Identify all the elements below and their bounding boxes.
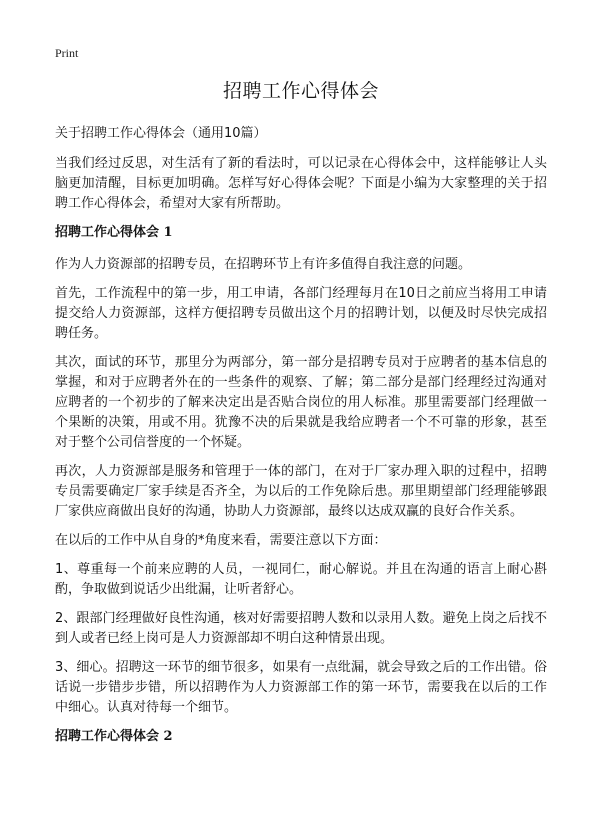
intro-paragraph: 当我们经过反思，对生活有了新的看法时，可以记录在心得体会中，这样能够让人头脑更加清醒，目标更加明确。怎样写好心得体会呢？下面是小编为大家整理的关于招聘工作心得体会，希望对大家有所帮助。 <box>55 156 547 211</box>
paragraph: 作为人力资源部的招聘专员，在招聘环节上有许多值得自我注意的问题。 <box>55 257 472 272</box>
document-subtitle: 关于招聘工作心得体会（通用10篇） <box>55 126 267 141</box>
paragraph: 在以后的工作中从自身的*角度来看，需要注意以下方面： <box>55 533 387 548</box>
document-body <box>55 78 547 759</box>
section-heading: 招聘工作心得体会 2 <box>55 729 173 744</box>
print-link[interactable]: Print <box>55 46 79 60</box>
list-item: 1、尊重每一个前来应聘的人员，一视同仁，耐心解说。并且在沟通的语言上耐心斟酌，争取做到说话少出纰漏，让听者舒心。 <box>55 562 547 597</box>
list-item: 3、细心。招聘这一环节的细节很多，如果有一点纰漏，就会导致之后的工作出错。俗话说一步错步步错，所以招聘作为人力资源部工作的第一环节，需要我在以后的工作中细心。认真对待每一个细节。 <box>55 660 547 715</box>
page-title: 招聘工作心得体会 <box>222 80 379 102</box>
paragraph: 再次，人力资源部是服务和管理于一体的部门，在对于厂家办理入职的过程中，招聘专员需要确定厂家手续是否齐全，为以后的工作免除后患。那里期望部门经理能够跟厂家供应商做出良好的沟通，协助人力资源部，最终以达成双赢的良好合作关系。 <box>55 464 547 519</box>
section-heading: 招聘工作心得体会 1 <box>55 225 173 240</box>
paragraph: 首先，工作流程中的第一步，用工申请，各部门经理每月在10日之前应当将用工申请提交给人力资源部，这样方便招聘专员做出这个月的招聘计划，以便及时尽快完成招聘任务。 <box>55 286 547 341</box>
paragraph: 其次，面试的环节，那里分为两部分，第一部分是招聘专员对于应聘者的基本信息的掌握，和对于应聘者外在的一些条件的观察、了解；第二部分是部门经理经过沟通对应聘者的一个初步的了解来决定出是否贴合岗位的用人标准。那里需要部门经理做一个果断的决策，用或不用。犹豫不决的后果就是我给应聘者一个不可靠的形象，甚至对于整个公司信誉度的一个怀疑。 <box>55 355 547 450</box>
list-item: 2、跟部门经理做好良性沟通，核对好需要招聘人数和以录用人数。避免上岗之后找不到人或者已经上岗可是人力资源部却不明白这种情景出现。 <box>55 611 547 646</box>
